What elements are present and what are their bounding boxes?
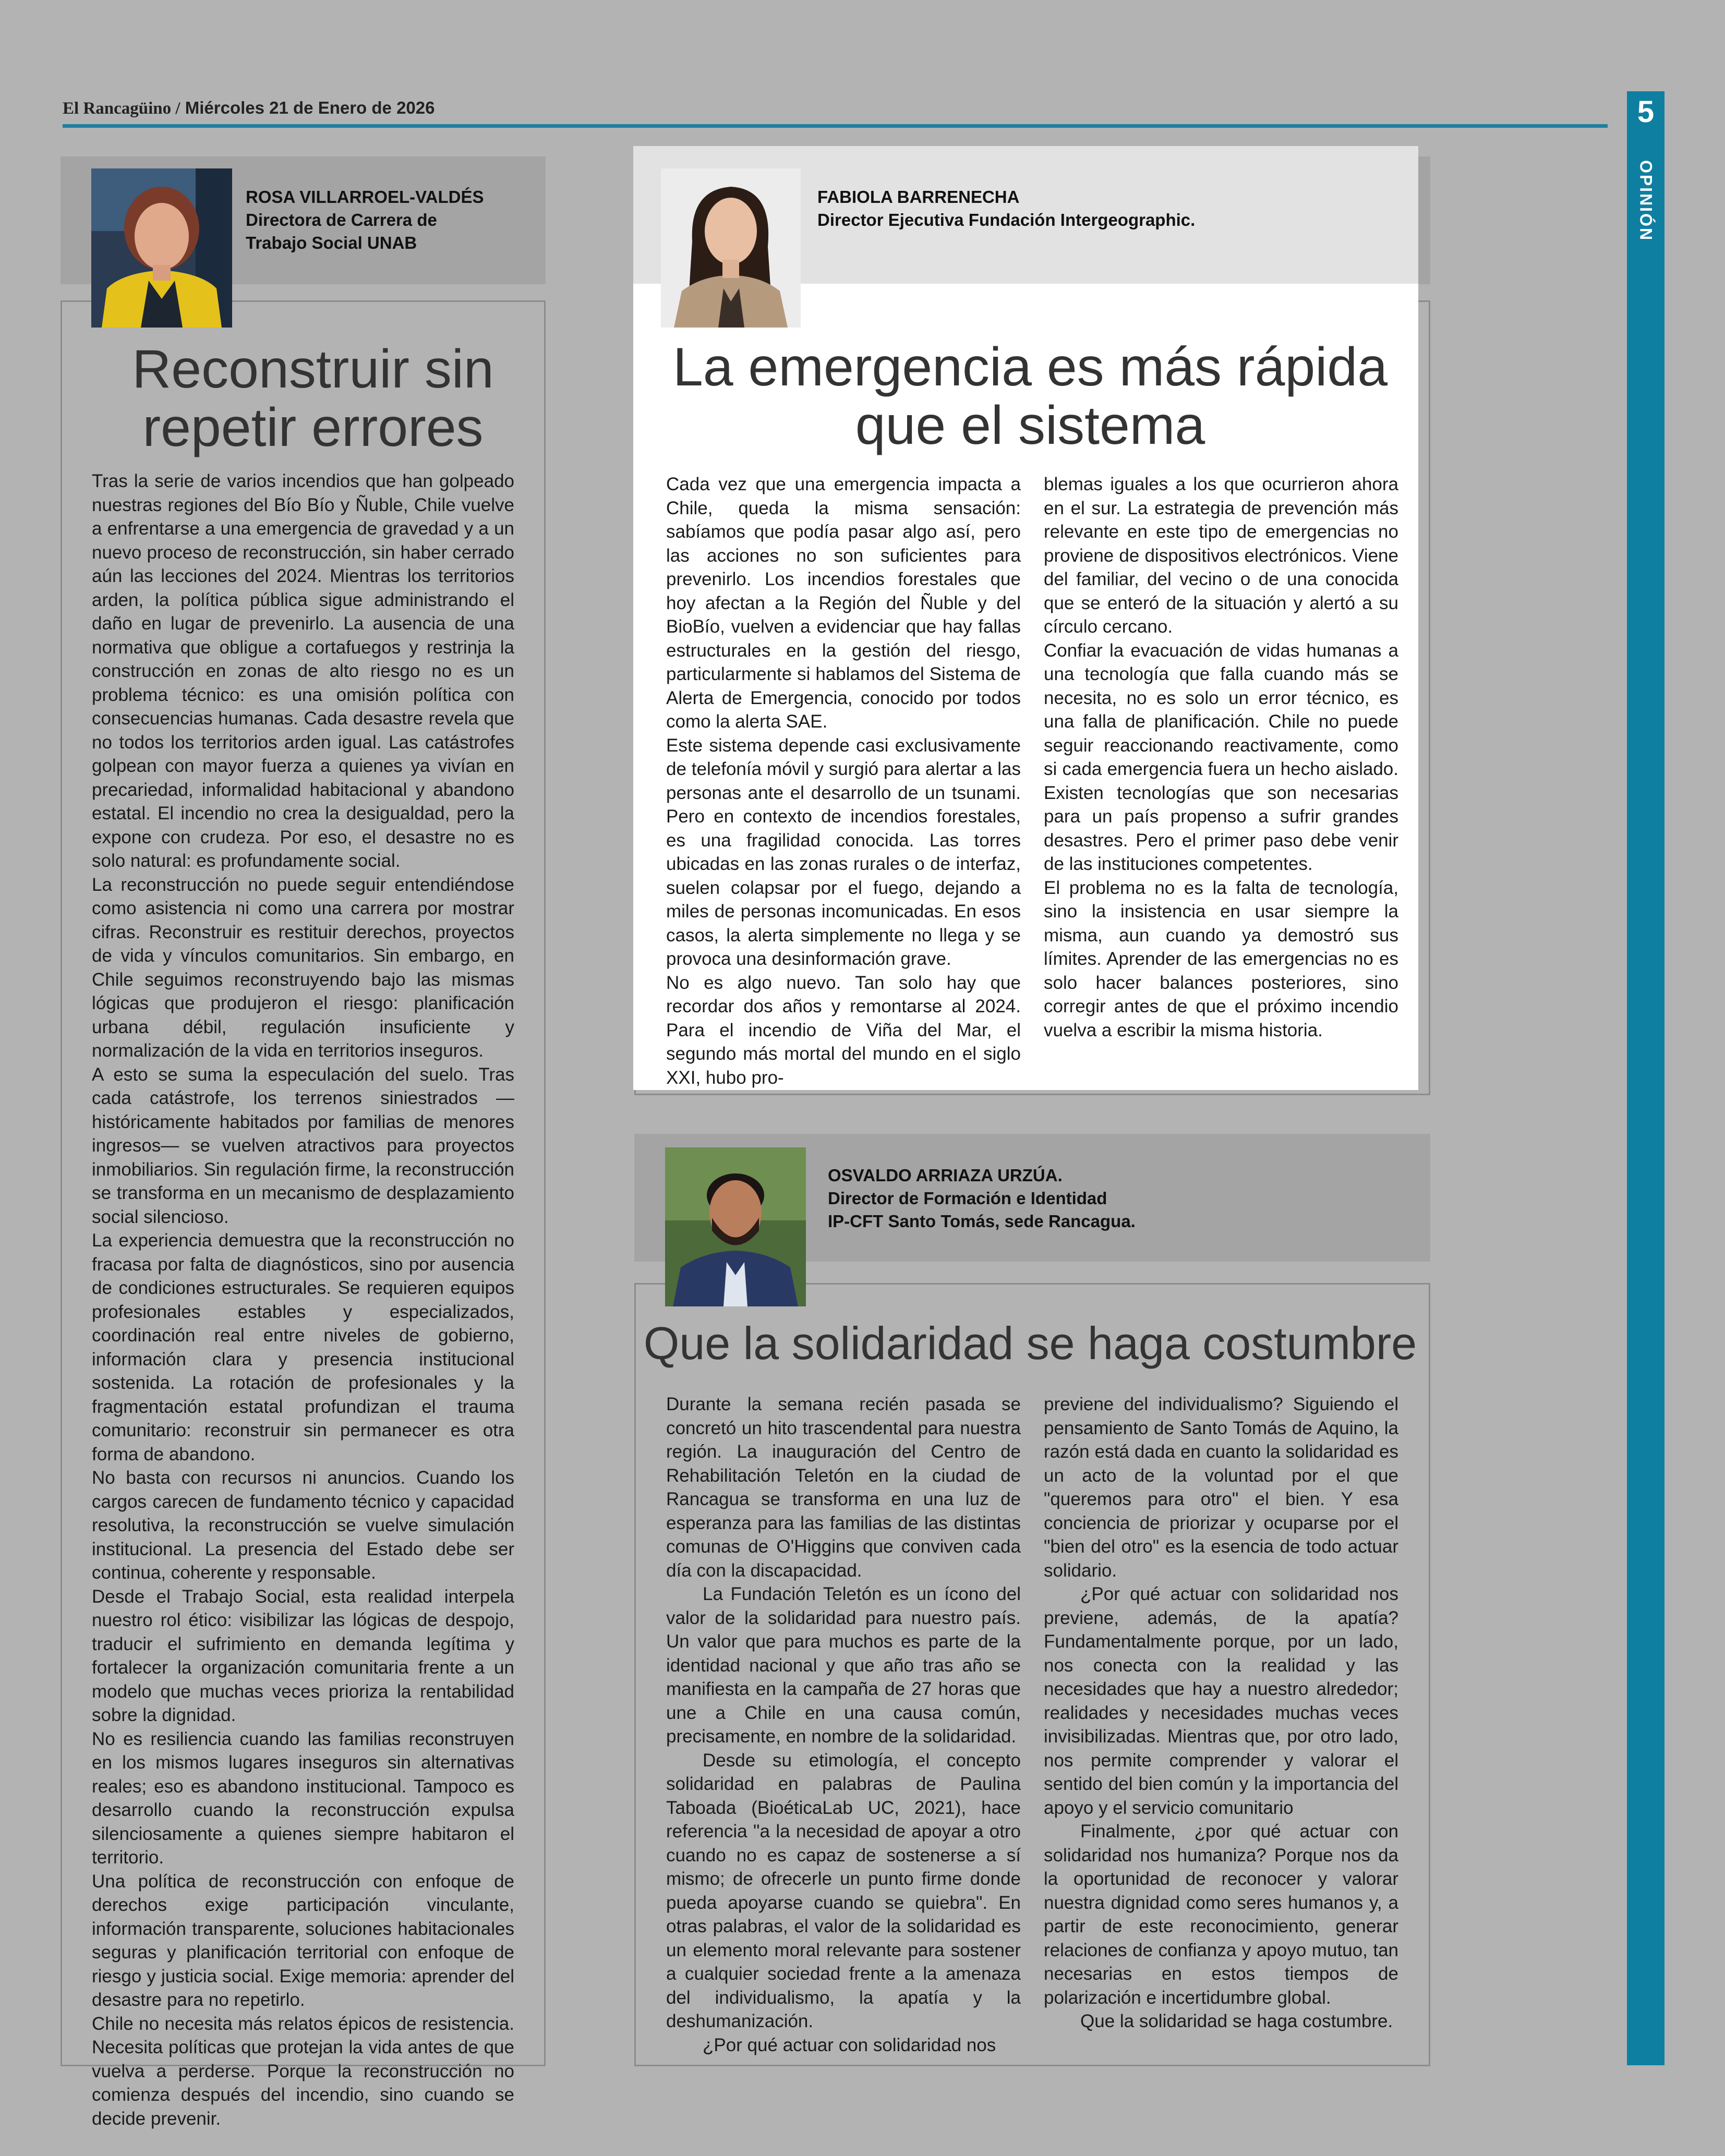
page-header <box>63 98 435 118</box>
paragraph: Tras la serie de varios incendios que han golpeado nuestras regiones del Bío Bío y Ñuble, Chile vuelve a enfrentarse a una emergencia de gravedad y a un nuevo proceso de reconstrucción, sin haber cerrado aún las lecciones del 2024. Mientras los territorios arden, la política pública sigue administrando el daño en lugar de prevenirlo. La ausencia de una normativa que obligue a cortafuegos y restrinja la construcción en zonas de alto riesgo no es un problema técnico: es una omisión política con consecuencias humanas. Cada desastre revela que no todos los territorios arden igual. Las catástrofes golpean con mayor fuerza a quienes ya vivían en precariedad, informalidad habitacional y abandono estatal. El incendio no crea la desigualdad, pero la expone con crudeza. Por eso, el desastre no es solo natural: es profundamente social. <box>92 471 514 871</box>
article-3-col-1 <box>666 1392 1021 2057</box>
section-label <box>1627 156 1664 245</box>
section-label-text: OPINIÓN <box>1636 160 1656 242</box>
author-role-3: Director de Formación e Identidad IP-CFT Santo Tomás, sede Rancagua. <box>828 1189 1136 1231</box>
paragraph: Desde su etimología, el concepto solidaridad en palabras de Paulina Taboada (BioéticaLab UC, 2021), hace referencia "a la necesidad de apoyar a otro cuando no es capaz de sostenerse a sí mismo; de ofrecerle un punto firme donde pueda apoyarse cuando se quiebra". En otras palabras, el valor de la solidaridad es un elemento moral relevante para sostener a cualquier sociedad frente a la amenaza del individualismo, la apatía y la deshumanización. <box>666 1750 1021 2031</box>
headline-3: Que la solidaridad se haga costumbre <box>643 1317 1417 1369</box>
portrait-woman-icon <box>661 168 801 328</box>
paragraph: Confiar la evacuación de vidas humanas a una tecnología que falla cuando más se necesita, no es solo un error técnico, es una falla de planificación. Chile no puede seguir reaccionando reactivamente, como si cada emergencia fuera un hecho aislado. Existen tecnologías que son necesarias para un país propenso a sufrir grandes desastres. Pero el primer paso debe venir de las instituciones competentes. <box>1044 640 1398 874</box>
author-name-1: ROSA VILLARROEL-VALDÉS <box>246 187 484 207</box>
paragraph: La experiencia demuestra que la reconstrucción no fracasa por falta de diagnósticos, sino por ausencia de condiciones estructurales. Se requieren equipos profesionales estables y especializados, coordinación real entre niveles de gobierno, información clara y presencia institucional sostenida. La rotación de profesionales y la fragmentación estatal profundizan el trauma comunitario: reconstruir sin permanecer es otra forma de abandono. <box>92 1230 514 1464</box>
paragraph: ¿Por qué actuar con solidaridad nos previene, además, de la apatía? Fundamentalmente porque, por un lado, nos conecta con la realidad y las necesidades que hay a nuestro alrededor; realidades y necesidades muchas veces invisibilizadas. Mientras que, por otro lado, nos permite comprender y valorar el sentido del bien común y la importancia del apoyo y el servicio comunitario <box>1044 1584 1398 1818</box>
paragraph: No es resiliencia cuando las familias reconstruyen en los mismos lugares inseguros sin alternativas reales; eso es abandono institucional. Tampoco es desarrollo cuando la reconstrucción expulsa silenciosamente a quienes siempre habitaron el territorio. <box>92 1728 514 1868</box>
paragraph: La Fundación Teletón es un ícono del valor de la solidaridad para nuestro país. Un valor que para muchos es parte de la identidad nacional y que año tras año se manifiesta en la campaña de 27 horas que une a Chile en una causa común, precisamente, en nombre de la solidaridad. <box>666 1584 1021 1747</box>
paragraph: No basta con recursos ni anuncios. Cuando los cargos carecen de fundamento técnico y capacidad resolutiva, la reconstrucción se vuelve simulación institucional. La presencia del Estado debe ser continua, coherente y responsable. <box>92 1468 514 1583</box>
paragraph: Una política de reconstrucción con enfoque de derechos exige participación vinculante, información transparente, soluciones habitacionales seguras y planificación territorial con enfoque de riesgo y justicia social. Exige memoria: aprender del desastre para no repetirlo. <box>92 1871 514 2010</box>
paragraph: El problema no es la falta de tecnología, sino la insistencia en usar siempre la misma, aun cuando ya demostró sus límites. Aprender de las emergencias no es solo hacer balances posteriores, sino corregir antes de que el próximo incendio vuelva a escribir la misma historia. <box>1044 877 1398 1040</box>
article-body-1 <box>92 469 514 2130</box>
paragraph: La reconstrucción no puede seguir entendiéndose como asistencia ni como una carrera por mostrar cifras. Reconstruir es restituir derechos, proyectos de vida y vínculos comunitarios. Sin embargo, en Chile seguimos reconstruyendo bajo las mismas lógicas que produjeron el riesgo: planificación urbana débil, regulación insuficiente y normalización de la vida en territorios inseguros. <box>92 874 514 1061</box>
paragraph: A esto se suma la especulación del suelo. Tras cada catástrofe, los terrenos siniestrados —históricamente habitados por familias de menores ingresos— se vuelven atractivos para proyectos inmobiliarios. Sin regulación firme, la reconstrucción se transforma en un mecanismo de desplazamiento social silencioso. <box>92 1064 514 1227</box>
page-number: 5 <box>1637 95 1655 129</box>
paragraph: Desde el Trabajo Social, esta realidad interpela nuestro rol ético: visibilizar las lógicas de despojo, traducir el sufrimiento en demanda legítima y fortalecer la organización comunitaria frente a un modelo que muchas veces prioriza la rentabilidad sobre la dignidad. <box>92 1586 514 1725</box>
paragraph: Que la solidaridad se haga costumbre. <box>1080 2011 1393 2031</box>
author-photo-1 <box>91 168 232 328</box>
portrait-woman-icon <box>91 168 232 328</box>
paragraph: previene del individualismo? Siguiendo el pensamiento de Santo Tomás de Aquino, la razón está dada en cuanto la solidaridad es un acto de la voluntad por el que "queremos para otro" el bien. Y esa conciencia de priorizar y ocuparse por el "bien del otro" es la esencia de todo actuar solidario. <box>1044 1394 1398 1581</box>
header-rule <box>63 124 1608 128</box>
author-photo-3 <box>665 1147 806 1306</box>
article-2-col-2 <box>1044 473 1398 1042</box>
headline-2: La emergencia es más rápida que el sistema <box>672 337 1388 456</box>
section-sidebar <box>1627 91 1664 2065</box>
author-role-1: Directora de Carrera de Trabajo Social UNAB <box>246 210 437 252</box>
headline-1: Reconstruir sin repetir errores <box>132 339 494 458</box>
author-role-2: Director Ejecutiva Fundación Intergeographic. <box>817 210 1196 229</box>
paragraph: Este sistema depende casi exclusivamente de telefonía móvil y surgió para alertar a las personas ante el desarrollo de un tsunami. Pero en contexto de incendios forestales, es una fragilidad conocida. Las torres ubicadas en las zonas rurales o de interfaz, suelen colapsar por el fuego, dejando a miles de personas incomunicadas. En esos casos, la alerta simplemente no llega y se provoca una desinformación grave. <box>666 735 1021 969</box>
paragraph: Cada vez que una emergencia impacta a Chile, queda la misma sensación: sabíamos que podía pasar algo así, pero las acciones no son suficientes para prevenirlo. Los incendios forestales que hoy afectan a la Región del Ñuble y del BioBío, vuelven a evidenciar que hay fallas estructurales en la gestión del riesgo, particularmente si hablamos del Sistema de Alerta de Emergencia, conocido por todos como la alerta SAE. <box>666 474 1021 732</box>
paragraph: Chile no necesita más relatos épicos de resistencia. Necesita políticas que protejan la vida antes de que vuelva a perderse. Porque la reconstrucción no comienza después del incendio, sino cuando se decide prevenir. <box>92 2013 514 2129</box>
portrait-man-icon <box>665 1147 806 1306</box>
paragraph: Durante la semana recién pasada se concretó un hito trascendental para nuestra región. La inauguración del Centro de Rehabilitación Teletón en la ciudad de Rancagua se transforma en una luz de esperanza para las familias de las distintas comunas de O'Higgins que conviven cada día con la discapacidad. <box>666 1394 1021 1581</box>
author-name-2: FABIOLA BARRENECHA <box>817 187 1020 207</box>
paragraph: blemas iguales a los que ocurrieron ahora en el sur. La estrategia de prevención más relevante en este tipo de emergencias no proviene de dispositivos electrónicos. Viene del familiar, del vecino o de una conocida que se enteró de la situación y alertó a su círculo cercano. <box>1044 474 1398 637</box>
author-photo-2 <box>661 168 801 328</box>
paragraph: Finalmente, ¿por qué actuar con solidaridad nos humaniza? Porque nos da la oportunidad de reconocer y valorar nuestra dignidad como seres humanos y, a partir de este reconocimiento, generar relaciones de confianza y apoyo mutuo, tan necesarias en estos tiempos de polarización e incertidumbre global. <box>1044 1821 1398 2008</box>
publication-name: El Rancagüino / <box>63 99 180 118</box>
paragraph: No es algo nuevo. Tan solo hay que recordar dos años y remontarse al 2024. Para el incendio de Viña del Mar, el segundo más mortal del mundo en el siglo XXI, hubo pro- <box>666 972 1021 1088</box>
article-3-col-2 <box>1044 1392 1398 2033</box>
paragraph: ¿Por qué actuar con solidaridad nos <box>703 2034 996 2055</box>
author-name-3: OSVALDO ARRIAZA URZÚA. <box>828 1166 1063 1185</box>
issue-date: Miércoles 21 de Enero de 2026 <box>185 98 435 117</box>
article-2-col-1 <box>666 473 1021 1089</box>
